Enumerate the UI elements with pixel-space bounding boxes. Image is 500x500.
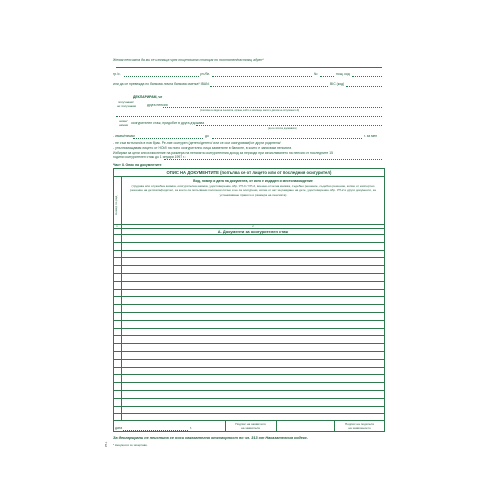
- side-form-code: УП-1: [105, 441, 108, 447]
- table-row[interactable]: [113, 374, 385, 375]
- table-row[interactable]: [113, 343, 385, 344]
- state-note: (да се посочи държавата): [268, 127, 297, 130]
- period-prefix: - имам/нямам: [113, 134, 135, 138]
- other-pension-note: (посочва се вида на пенсията, органа, който я изплаща, както и датата на отпускането й): [200, 109, 300, 112]
- table-row[interactable]: [113, 367, 385, 368]
- postcode-field[interactable]: [352, 76, 382, 77]
- table-row[interactable]: [113, 390, 385, 391]
- table-row[interactable]: [113, 250, 385, 251]
- iban-label: или да се превежда по банкова лична банкова сметка* IBAN:: [113, 82, 210, 86]
- other-pension-label: друга пенсия: [147, 103, 168, 107]
- declaration-title: ДЕКЛАРИРАМ, че: [133, 95, 163, 99]
- number-label: №: [314, 72, 318, 76]
- table-row[interactable]: [113, 328, 385, 329]
- number-column-divider: [121, 176, 122, 421]
- table-row[interactable]: [113, 234, 385, 235]
- table-row[interactable]: [113, 312, 385, 313]
- bic-field[interactable]: [346, 86, 382, 87]
- receiver-signature-label: Подпис на подателя: [344, 422, 375, 426]
- postcode-label: пощ. код: [336, 72, 350, 76]
- table-row[interactable]: [113, 398, 385, 399]
- not-have-option: нямам: [119, 123, 129, 127]
- index-2: 2: [252, 224, 254, 228]
- income-choice-line: Избирам за цели или изчисление на размера на пенсията осигурителния доход за периоди при изчисляването на пенсия от последните 15: [113, 151, 333, 155]
- period-to-label: до: [205, 134, 209, 138]
- title-divider: [113, 176, 385, 177]
- street-label: ул./бл.: [200, 72, 211, 76]
- applicant-signature-label: Подпис на заявителя: [235, 422, 266, 426]
- other-pension-field[interactable]: [163, 107, 382, 108]
- bic-label: BIC (код): [330, 82, 345, 86]
- sig-div-2: [276, 421, 277, 432]
- table-row[interactable]: [113, 281, 385, 282]
- index-1: 1: [116, 224, 118, 228]
- have-option: имам/: [119, 119, 128, 123]
- col-heading: Вид, номер и дата на документа, от кого е издаден и местонахождение: [193, 179, 313, 183]
- city-label: гр./с.: [113, 72, 121, 76]
- table-row[interactable]: [113, 304, 385, 305]
- period-suffix: г. за мен: [364, 134, 378, 138]
- table-row[interactable]: [113, 351, 385, 352]
- subsection-a-title: А. Документи за осигурителен стаж: [217, 229, 289, 234]
- city-field[interactable]: [124, 76, 199, 77]
- authorization-line: - упълномощавам лицето от НОИ/ на ноно осигурително лица заявените в банките, в които е записвам пенсията: [113, 146, 292, 150]
- table-row[interactable]: [113, 289, 385, 290]
- table-row[interactable]: [113, 273, 385, 274]
- foreign-state-field[interactable]: [196, 125, 382, 126]
- number-field[interactable]: [320, 76, 334, 77]
- foreign-service-label: осигурителен стаж, придобит в друга държава: [131, 121, 205, 125]
- section-title: Част II. Опис на документите: [113, 163, 162, 167]
- table-row[interactable]: [113, 320, 385, 321]
- table-row[interactable]: [113, 413, 385, 414]
- income-choice-line-2: години осигурителен стаж до 1 януари 1997 г.:: [113, 155, 186, 159]
- table-row[interactable]: [113, 335, 385, 336]
- other-pension-field-2[interactable]: [116, 116, 382, 117]
- table-row[interactable]: [113, 257, 385, 258]
- footnote: * Ненужното се зачертава.: [113, 443, 148, 447]
- table-row[interactable]: [113, 406, 385, 407]
- table-title: ОПИС НА ДОКУМЕНТИТЕ (попълва се от лицето или от последния осигурител): [166, 170, 332, 175]
- table-row[interactable]: [113, 242, 385, 243]
- receive-option: получавам/: [118, 100, 134, 104]
- col-number-header: Номер по ред: [114, 195, 118, 215]
- date-suffix: г.: [190, 426, 192, 430]
- not-receive-option: не получавам: [117, 104, 137, 108]
- iban-field[interactable]: [210, 86, 328, 87]
- spouse-note: - не съм встъпил/а в нов брак. Ре-ние осигурен (детето/детето/ или се оси осигурявам)/от други родители/: [113, 141, 281, 145]
- table-row[interactable]: [113, 359, 385, 360]
- income-choice-field[interactable]: [164, 159, 382, 160]
- address-underline: [116, 67, 382, 68]
- liability-note: За декларирани не неистина се носи наказателна отговорност по чл. 313 от Наказателния кодекс.: [113, 436, 308, 440]
- col-description: (трудова или служебна книжка, осигурителна книжка, удостоверение обр. УП-3 / УП-2, военно-отчетна книжка, съдебно решение, съдебно решение, копие от експертно решение на детската/родител, за което са попълвани посочени лично и не са осигурени, копие от акт за раждане на дете, удостоверение обр. УП-2 и други документи, за установяване правото и размера на пенсията): [130, 184, 376, 197]
- receiver-signature-label-2: на заявлението: [348, 426, 371, 430]
- table-row[interactable]: [113, 296, 385, 297]
- period-to-field[interactable]: [212, 138, 362, 139]
- street-field[interactable]: [212, 76, 312, 77]
- table-row[interactable]: [113, 265, 385, 266]
- period-from-field[interactable]: [133, 138, 203, 139]
- table-row[interactable]: [113, 382, 385, 383]
- date-field[interactable]: [123, 430, 188, 431]
- date-label: дата: [115, 426, 123, 430]
- pension-payment-line: Желая пенсията да ми се изплаща чрез пощенската станция по постоянен/настоящ адрес*: [113, 58, 264, 62]
- applicant-signature-label-2: на заявителя: [241, 426, 260, 430]
